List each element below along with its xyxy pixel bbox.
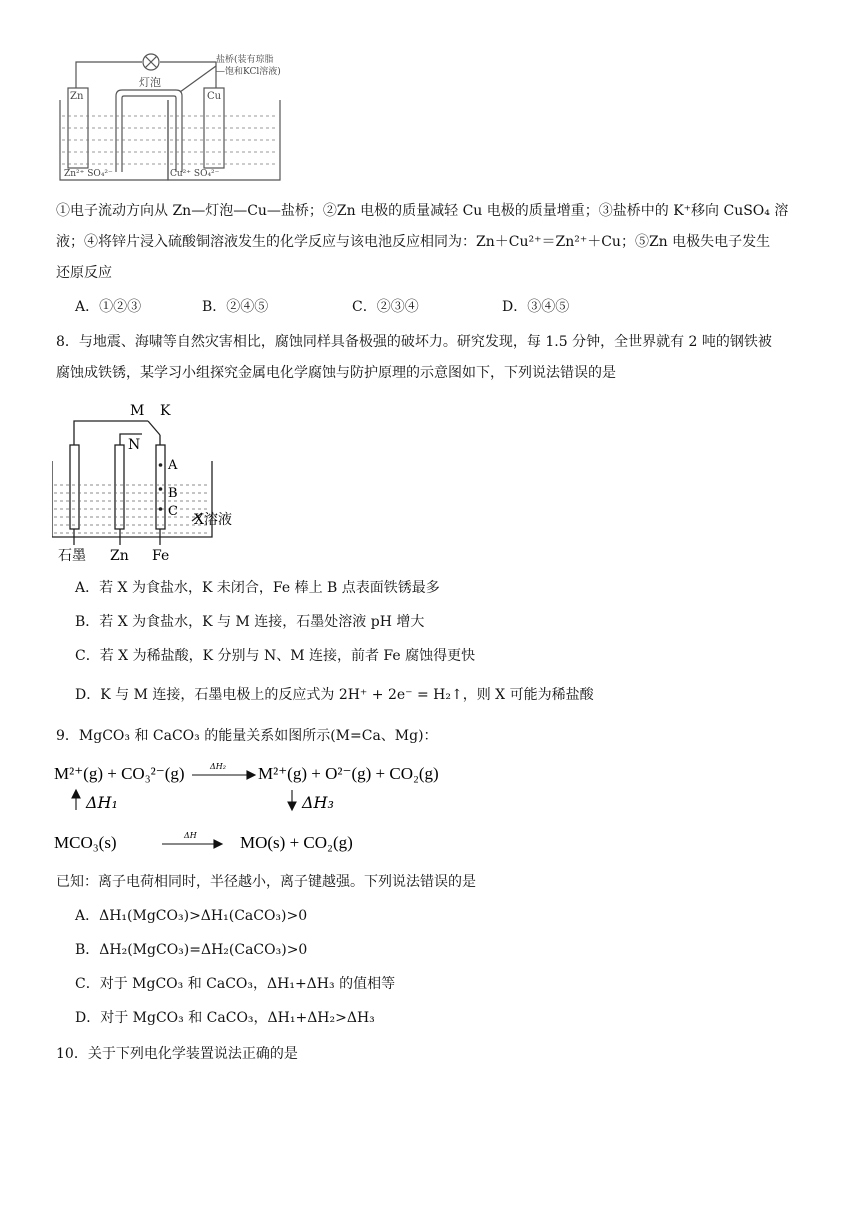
label-m: M	[130, 403, 145, 419]
bulb-label: 灯泡	[139, 76, 161, 89]
left-ions-label: Zn²⁺ SO₄²⁻	[64, 169, 113, 179]
q8-option-b[interactable]: B．若 X 为食盐水，K 与 M 连接，石墨处溶液 pH 增大	[75, 614, 425, 630]
salt-bridge-label-1: 盐桥(装有琼脂	[216, 55, 274, 65]
top-left-species: M²⁺(g) + CO₃²⁻(g)	[54, 764, 185, 783]
q7-option-c[interactable]: C．②③④	[352, 299, 419, 315]
q9-known: 已知：离子电荷相同时，半径越小，离子键越强。下列说法错误的是	[56, 874, 476, 890]
cu-electrode-label: Cu	[207, 91, 222, 102]
label-k: K	[160, 403, 171, 419]
galvanic-cell-figure	[56, 52, 316, 186]
label-x-solution: X溶液	[194, 512, 232, 528]
q7-statement-line-2: 液；④将锌片浸入硫酸铜溶液发生的化学反应与该电池反应相同为：Zn＋Cu²⁺＝Zn²⁺＋Cu；⑤Zn 电极失电子发生	[56, 234, 771, 250]
salt-bridge-label-2: —饱和KCl溶液)	[216, 67, 281, 77]
q7-statement-line-1: ①电子流动方向从 Zn—灯泡—Cu—盐桥；②Zn 电极的质量减轻 Cu 电极的质量增重；③盐桥中的 K⁺移向 CuSO₄ 溶	[56, 203, 789, 219]
label-n: N	[128, 437, 141, 453]
q7-statement-line-3: 还原反应	[56, 265, 112, 281]
q7-option-a[interactable]: A．①②③	[75, 299, 142, 315]
q9-option-a[interactable]: A．ΔH₁(MgCO₃)>ΔH₁(CaCO₃)>0	[75, 908, 308, 924]
label-a: A	[168, 458, 178, 473]
label-c: C	[168, 504, 178, 519]
dh3-label: ΔH₃	[302, 793, 334, 812]
q9-stem: 9．MgCO₃ 和 CaCO₃ 的能量关系如图所示(M=Ca、Mg)：	[56, 728, 438, 744]
energy-cycle-diagram	[52, 758, 472, 858]
q7-options	[75, 297, 569, 317]
dh1-label: ΔH₁	[86, 793, 118, 812]
q7-option-d[interactable]: D．③④⑤	[502, 299, 570, 315]
q9-option-b[interactable]: B．ΔH₂(MgCO₃)=ΔH₂(CaCO₃)>0	[75, 942, 308, 958]
top-right-species: M²⁺(g) + O²⁻(g) + CO₂(g)	[258, 764, 439, 783]
q8-stem-line-2: 腐蚀成铁锈，某学习小组探究金属电化学腐蚀与防护原理的示意图如下，下列说法错误的是	[56, 365, 616, 381]
corrosion-figure	[52, 397, 272, 565]
label-zn: Zn	[110, 548, 129, 564]
q7-option-b[interactable]: B．②④⑤	[202, 299, 269, 315]
right-ions-label: Cu²⁺ SO₄²⁻	[170, 169, 220, 179]
label-b: B	[168, 486, 178, 501]
q9-option-d[interactable]: D．对于 MgCO₃ 和 CaCO₃，ΔH₁+ΔH₂>ΔH₃	[75, 1010, 375, 1026]
q8-stem-line-1: 8．与地震、海啸等自然灾害相比，腐蚀同样具备极强的破坏力。研究发现，每 1.5 分钟，全世界就有 2 吨的钢铁被	[56, 334, 772, 350]
q9-option-c[interactable]: C．对于 MgCO₃ 和 CaCO₃，ΔH₁+ΔH₃ 的值相等	[75, 976, 396, 992]
q8-option-c[interactable]: C．若 X 为稀盐酸，K 分别与 N、M 连接，前者 Fe 腐蚀得更快	[75, 648, 476, 664]
label-fe: Fe	[152, 548, 170, 564]
q8-option-d[interactable]: D．K 与 M 连接，石墨电极上的反应式为 2H⁺ + 2e⁻ = H₂↑，则 X 可能为稀盐酸	[75, 687, 594, 703]
dh2-label: ΔH₂	[210, 762, 226, 771]
q10-stem: 10．关于下列电化学装置说法正确的是	[56, 1046, 298, 1062]
bottom-right-species: MO(s) + CO₂(g)	[240, 833, 353, 852]
zn-electrode-label: Zn	[70, 91, 84, 102]
label-graphite: 石墨	[58, 548, 86, 564]
bottom-left-species: MCO₃(s)	[54, 833, 117, 852]
dh-label: ΔH	[184, 831, 197, 840]
q8-option-a[interactable]: A．若 X 为食盐水，K 未闭合，Fe 棒上 B 点表面铁锈最多	[75, 580, 440, 596]
